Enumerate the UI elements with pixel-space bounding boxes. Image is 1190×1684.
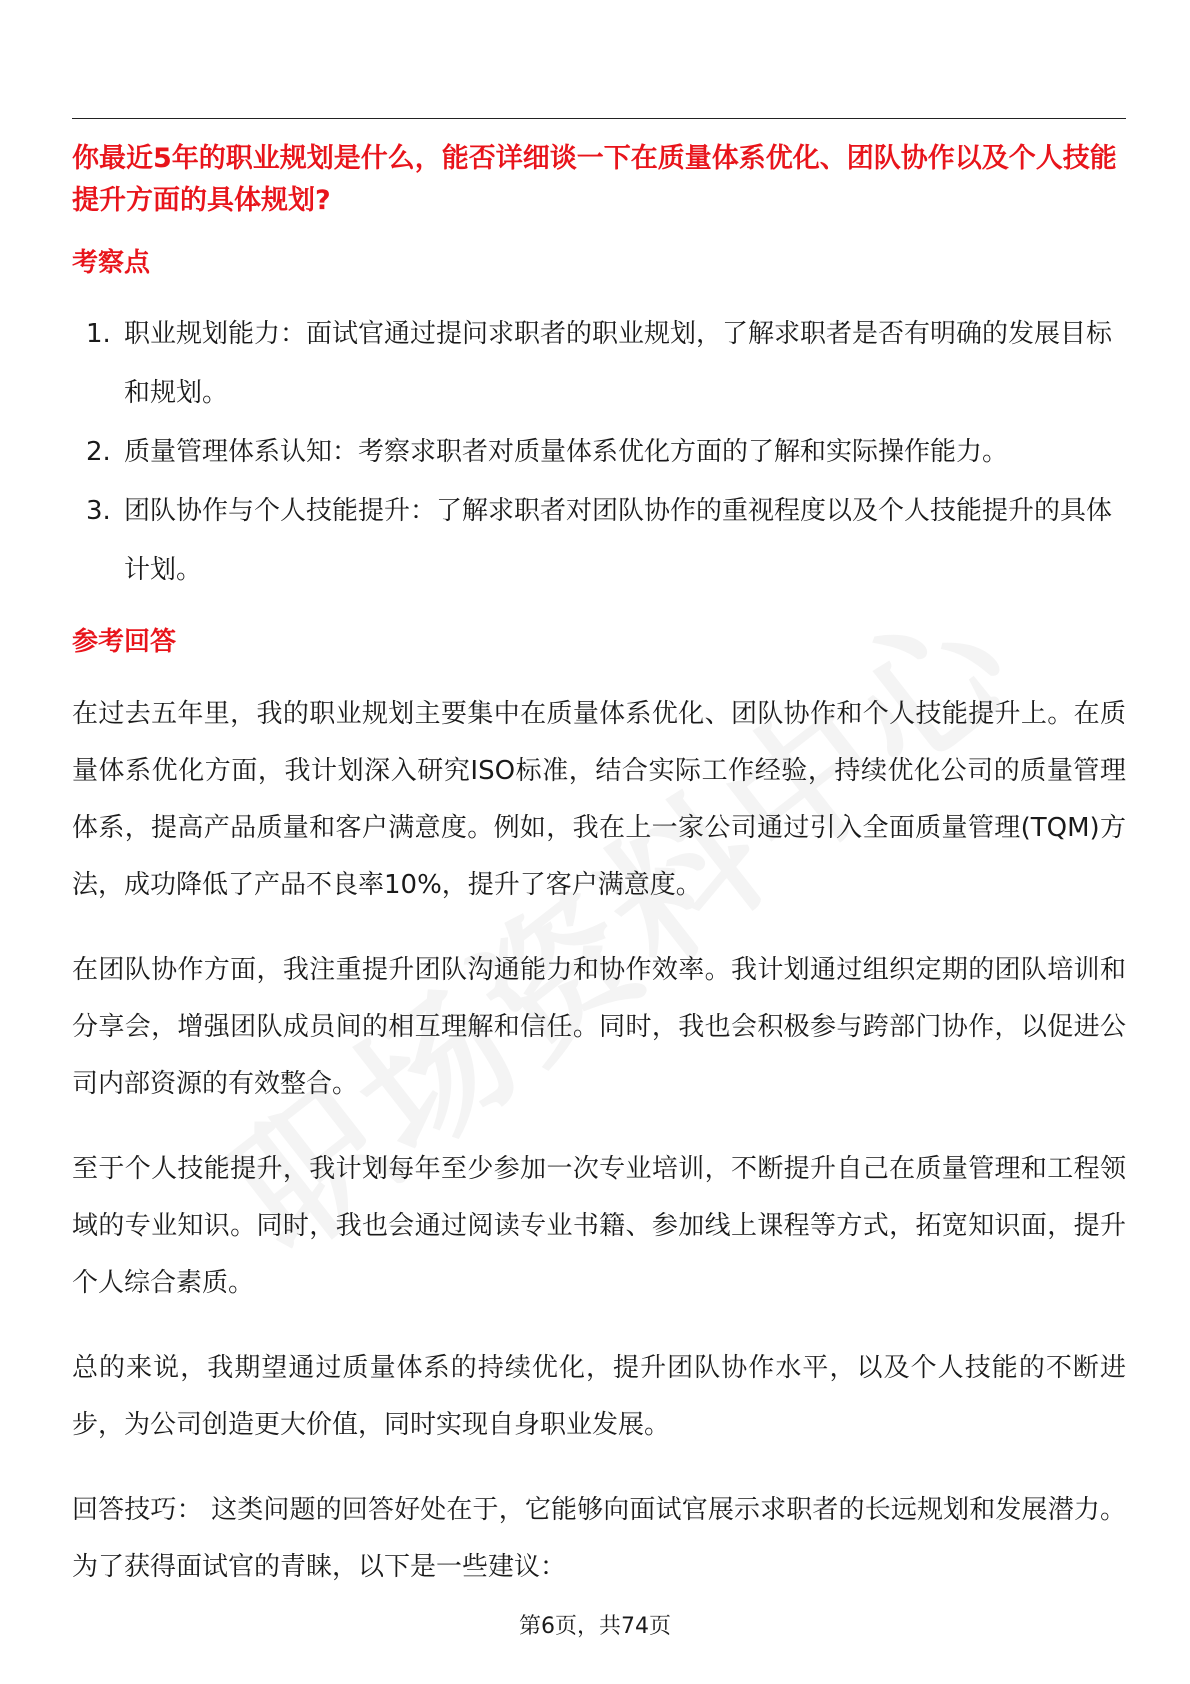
page-number-footer: 第6页，共74页 bbox=[519, 1614, 671, 1639]
list-item-number: 1. bbox=[86, 319, 111, 349]
answer-tips-paragraph: 回答技巧： 这类问题的回答好处在于，它能够向面试官展示求职者的长远规划和发展潜力。为了获得面试官的青睐，以下是一些建议： bbox=[72, 1495, 1126, 1582]
list-item bbox=[72, 305, 1126, 423]
answer-heading: 参考回答 bbox=[72, 627, 177, 657]
answer-paragraph: 总的来说，我期望通过质量体系的持续优化，提升团队协作水平，以及个人技能的不断进步，为公司创造更大价值，同时实现自身职业发展。 bbox=[72, 1353, 1126, 1440]
header-rule bbox=[72, 118, 1126, 119]
answer-paragraph: 在团队协作方面，我注重提升团队沟通能力和协作效率。我计划通过组织定期的团队培训和分享会，增强团队成员间的相互理解和信任。同时，我也会积极参与跨部门协作，以促进公司内部资源的有效整合。 bbox=[72, 955, 1126, 1099]
question-title: 你最近5年的职业规划是什么，能否详细谈一下在质量体系优化、团队协作以及个人技能提升方面的具体规划? bbox=[72, 143, 1117, 216]
list-item-text: 职业规划能力：面试官通过提问求职者的职业规划，了解求职者是否有明确的发展目标和规划。 bbox=[124, 319, 1113, 408]
page-content bbox=[72, 138, 1126, 1596]
list-item-text: 质量管理体系认知：考察求职者对质量体系优化方面的了解和实际操作能力。 bbox=[124, 437, 1009, 467]
list-item bbox=[72, 482, 1126, 600]
answer-paragraph: 在过去五年里，我的职业规划主要集中在质量体系优化、团队协作和个人技能提升上。在质量体系优化方面，我计划深入研究ISO标准，结合实际工作经验，持续优化公司的质量管理体系，提高产品质量和客户满意度。例如，我在上一家公司通过引入全面质量管理(TQM)方法，成功降低了产品不良率10%，提升了客户满意度。 bbox=[72, 699, 1126, 900]
points-list bbox=[72, 305, 1126, 600]
points-heading: 考察点 bbox=[72, 248, 151, 278]
list-item-number: 3. bbox=[86, 496, 111, 526]
list-item-text: 团队协作与个人技能提升：了解求职者对团队协作的重视程度以及个人技能提升的具体计划。 bbox=[124, 496, 1113, 585]
list-item bbox=[72, 423, 1126, 482]
answer-paragraph: 至于个人技能提升，我计划每年至少参加一次专业培训，不断提升自己在质量管理和工程领域的专业知识。同时，我也会通过阅读专业书籍、参加线上课程等方式，拓宽知识面，提升个人综合素质。 bbox=[72, 1154, 1126, 1298]
list-item-number: 2. bbox=[86, 437, 111, 467]
